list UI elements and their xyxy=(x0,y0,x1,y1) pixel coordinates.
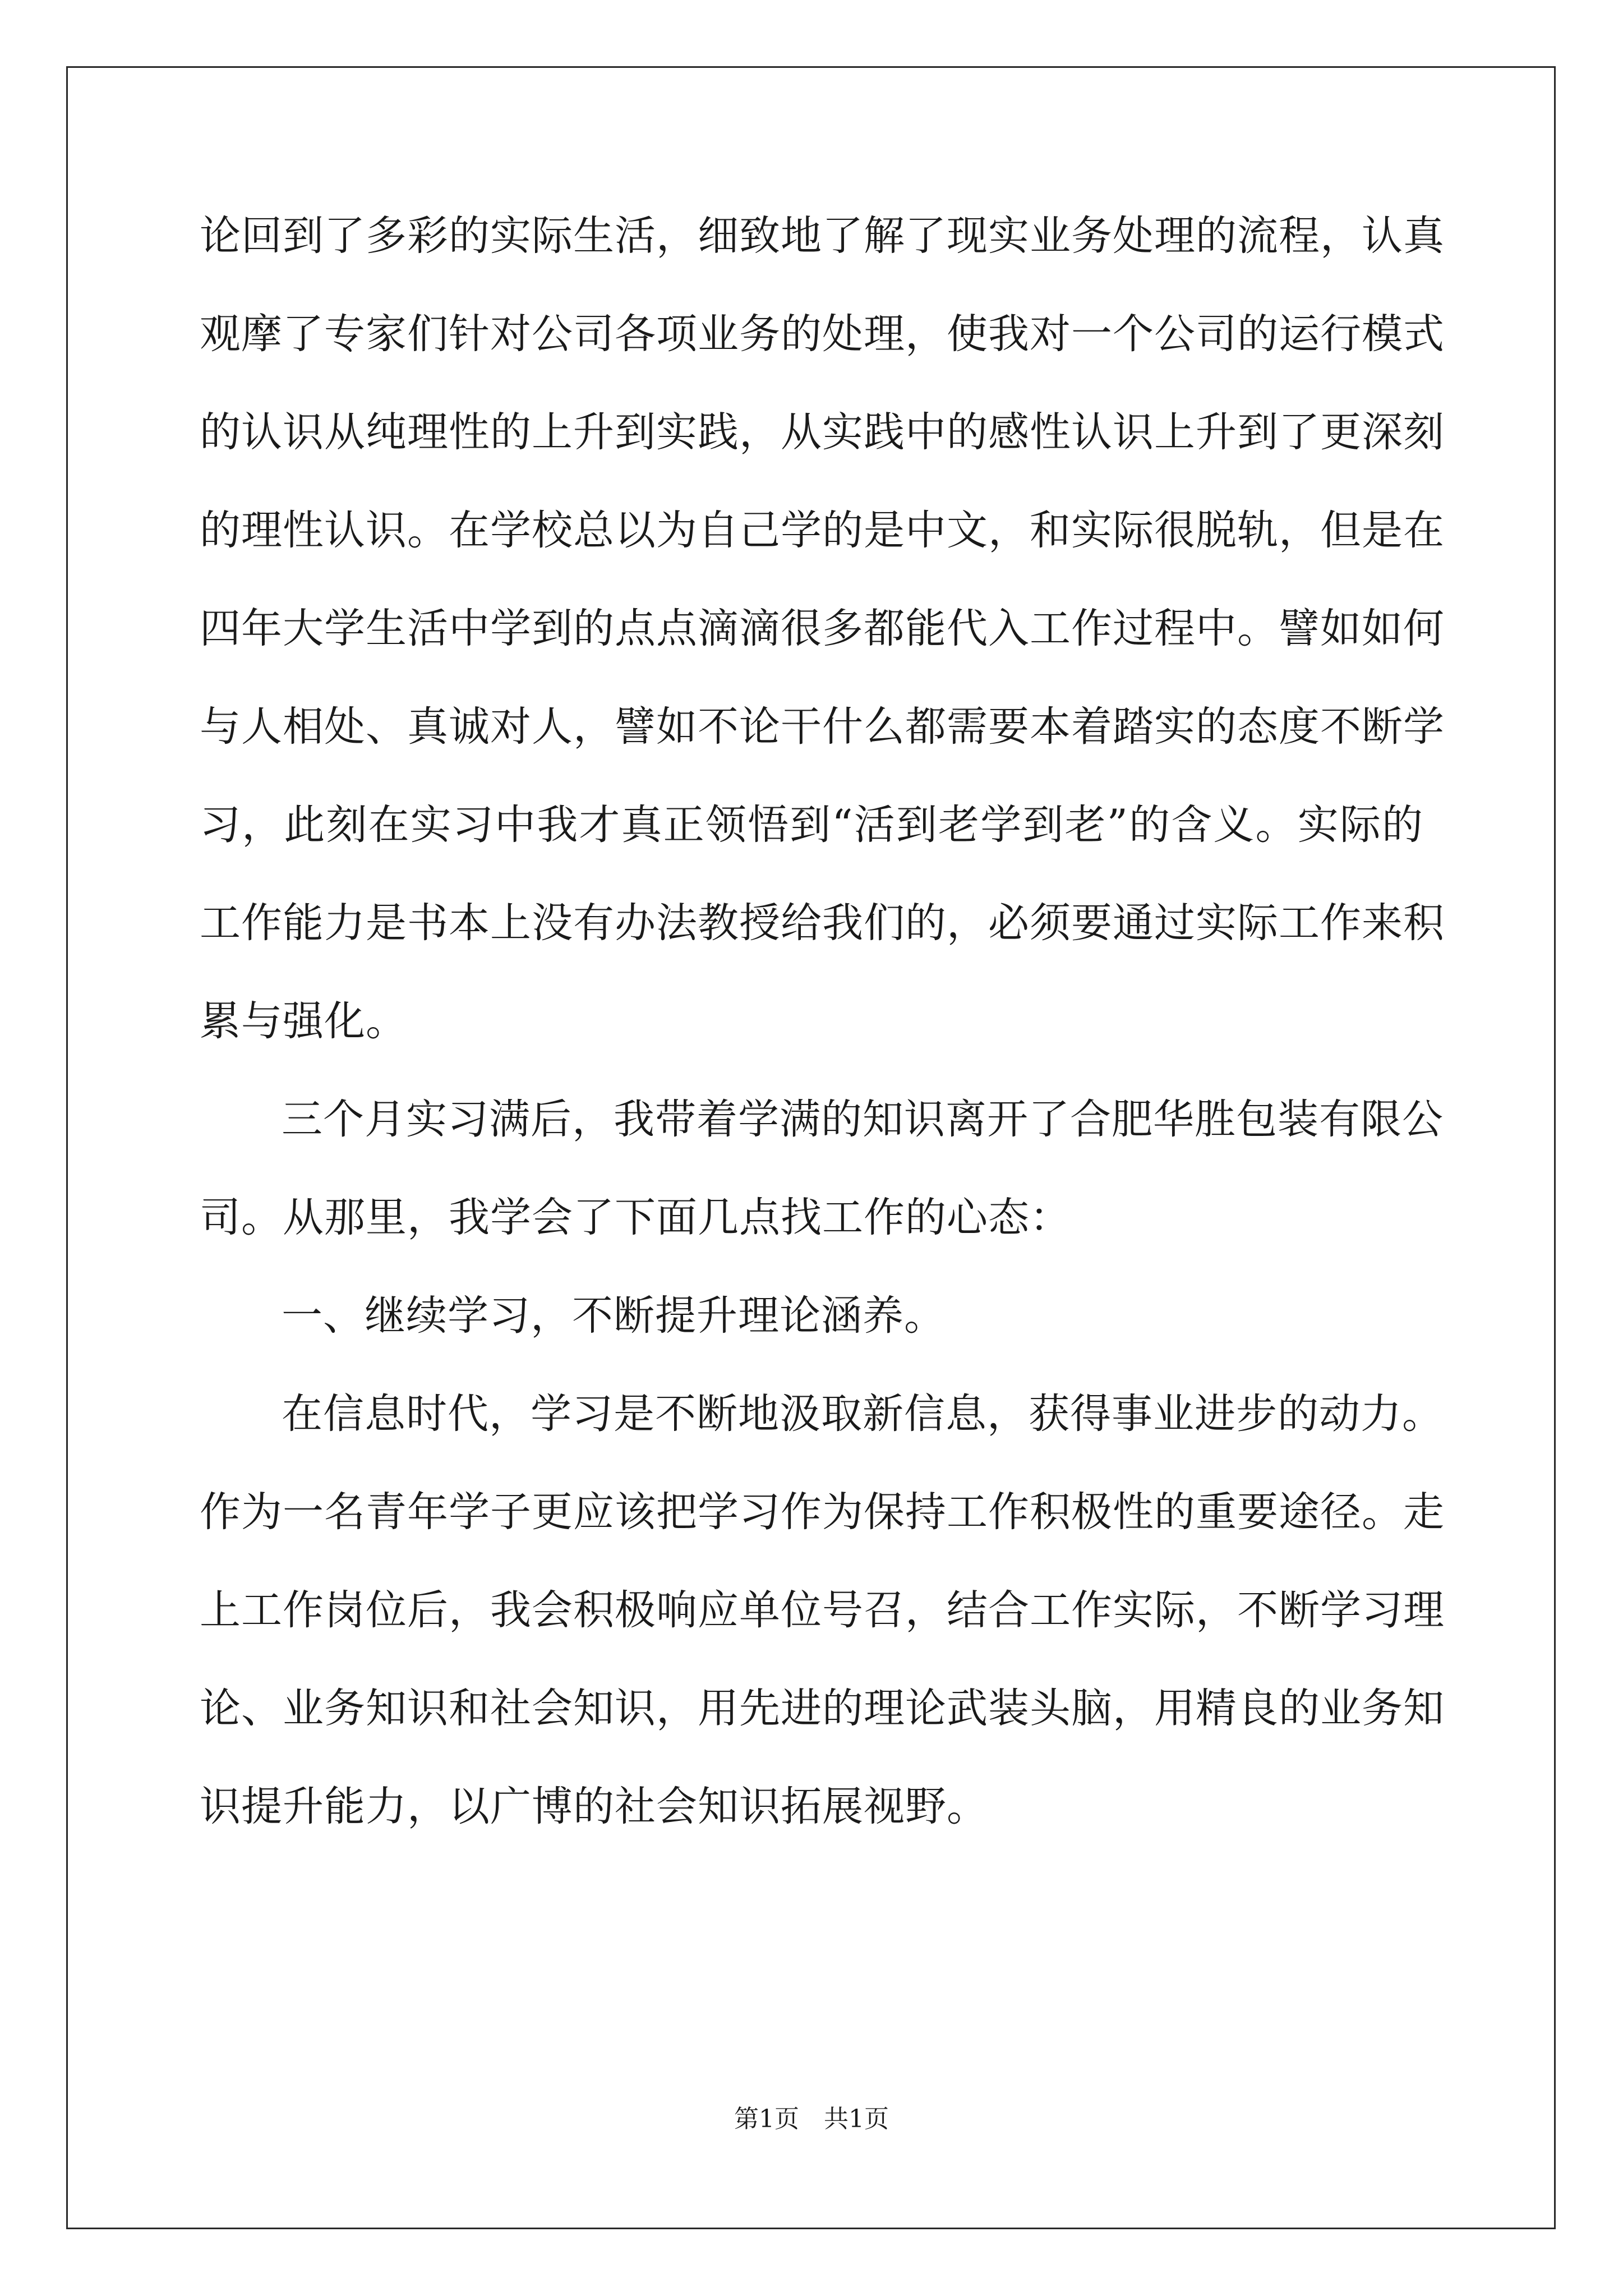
text-line: 上工作岗位后，我会积极响应单位号召，结合工作实际，不断学习理 xyxy=(200,1586,1445,1634)
text-line: 工作能力是书本上没有办法教授给我们的，必须要通过实际工作来积 xyxy=(200,899,1445,947)
text-line: 论回到了多彩的实际生活，细致地了解了现实业务处理的流程，认真 xyxy=(200,212,1445,260)
text-line: 的理性认识。在学校总以为自己学的是中文，和实际很脱轨，但是在 xyxy=(200,507,1445,554)
text-line: 识提升能力，以广博的社会知识拓展视野。 xyxy=(200,1783,988,1830)
page-number-footer: 第1页 共1页 xyxy=(734,2105,889,2133)
text-line: 作为一名青年学子更应该把学习作为保持工作积极性的重要途径。走 xyxy=(200,1488,1445,1536)
document-body xyxy=(200,201,1445,1870)
text-line: 四年大学生活中学到的点点滴滴很多都能代入工作过程中。譬如如何 xyxy=(200,605,1445,652)
text-line: 累与强化。 xyxy=(200,997,407,1045)
text-line: 论、业务知识和社会知识，用先进的理论武装头脑，用精良的业务知 xyxy=(200,1685,1445,1732)
text-line: 观摩了专家们针对公司各项业务的处理，使我对一个公司的运行模式 xyxy=(200,310,1445,358)
text-line: 司。从那里，我学会了下面几点找工作的心态： xyxy=(200,1194,1071,1241)
text-line: 在信息时代，学习是不断地汲取新信息，获得事业进步的动力。 xyxy=(282,1390,1444,1438)
section-heading: 一、继续学习，不断提升理论涵养。 xyxy=(282,1292,946,1340)
text-line: 习，此刻在实习中我才真正领悟到“活到老学到老”的含义。实际的 xyxy=(200,801,1423,849)
text-line: 三个月实习满后，我带着学满的知识离开了合肥华胜包装有限公 xyxy=(282,1096,1444,1143)
text-line: 与人相处、真诚对人，譬如不论干什么都需要本着踏实的态度不断学 xyxy=(200,703,1445,751)
text-line: 的认识从纯理性的上升到实践，从实践中的感性认识上升到了更深刻 xyxy=(200,408,1445,456)
